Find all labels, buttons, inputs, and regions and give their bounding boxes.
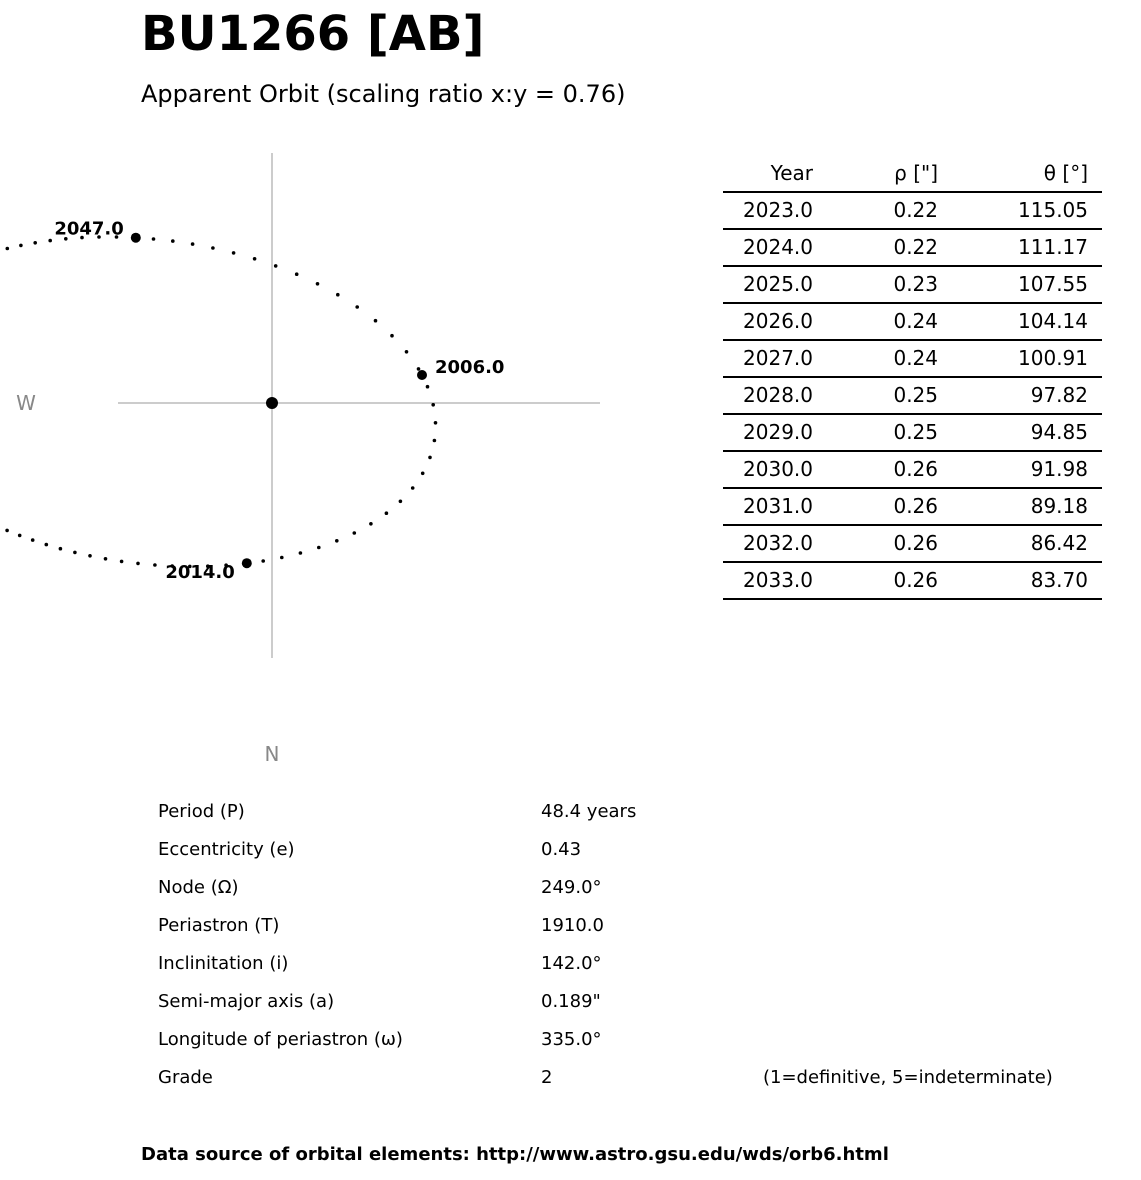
compass-west-label: W <box>16 391 36 415</box>
ephemeris-table-body <box>723 192 1102 599</box>
cell-rho: 0.26 <box>813 451 938 488</box>
column-header-rho: ρ ["] <box>813 156 938 192</box>
cell-theta: 86.42 <box>938 525 1102 562</box>
table-row <box>723 266 1102 303</box>
cell-theta: 111.17 <box>938 229 1102 266</box>
orbit-dot <box>59 547 63 551</box>
orbit-dot <box>431 403 435 407</box>
orbit-dot <box>73 551 77 555</box>
element-label: Grade <box>158 1067 213 1088</box>
cell-rho: 0.23 <box>813 266 938 303</box>
orbit-dot <box>353 531 357 535</box>
orbit-path <box>0 235 437 568</box>
element-label: Period (P) <box>158 801 245 822</box>
orbit-dot <box>421 472 425 476</box>
element-value: 0.189" <box>541 991 601 1012</box>
table-row <box>723 192 1102 229</box>
orbit-dot <box>45 543 49 547</box>
element-value: 2 <box>541 1067 553 1088</box>
cell-rho: 0.24 <box>813 340 938 377</box>
table-row <box>723 377 1102 414</box>
cell-theta: 107.55 <box>938 266 1102 303</box>
table-row <box>723 488 1102 525</box>
cell-rho: 0.26 <box>813 488 938 525</box>
page-title: BU1266 [AB] <box>141 6 485 62</box>
element-label: Longitude of periastron (ω) <box>158 1029 403 1050</box>
orbit-dot <box>48 239 52 243</box>
data-source-footer: Data source of orbital elements: http://www.astro.gsu.edu/wds/orb6.html <box>141 1144 889 1165</box>
element-value: 0.43 <box>541 839 582 860</box>
element-value: 48.4 years <box>541 801 637 822</box>
orbit-dot <box>19 244 23 248</box>
orbit-dot <box>31 538 35 542</box>
table-row <box>723 303 1102 340</box>
cell-theta: 91.98 <box>938 451 1102 488</box>
cell-year: 2032.0 <box>723 525 813 562</box>
epoch-markers <box>0 219 504 584</box>
table-row <box>723 229 1102 266</box>
orbit-dot <box>274 264 278 268</box>
epoch-marker <box>131 233 141 243</box>
orbit-dot <box>211 246 215 250</box>
epoch-marker <box>242 558 252 568</box>
element-note: (1=definitive, 5=indeterminate) <box>763 1067 1053 1088</box>
orbit-dot <box>104 557 108 561</box>
cell-year: 2030.0 <box>723 451 813 488</box>
cell-year: 2024.0 <box>723 229 813 266</box>
table-row <box>723 562 1102 599</box>
cell-rho: 0.22 <box>813 192 938 229</box>
epoch-label: 2047.0 <box>54 218 124 240</box>
orbit-dot <box>18 534 22 538</box>
orbit-dot <box>253 257 257 261</box>
element-value: 1910.0 <box>541 915 604 936</box>
element-label: Node (Ω) <box>158 877 239 898</box>
ephemeris-table <box>723 156 1102 600</box>
orbit-dot <box>405 350 409 354</box>
cell-year: 2025.0 <box>723 266 813 303</box>
orbit-dot <box>399 500 403 504</box>
orbit-dot <box>369 522 373 526</box>
orbit-dot <box>417 367 421 371</box>
orbit-dot <box>335 539 339 543</box>
epoch-label: 2014.0 <box>165 562 235 584</box>
table-row <box>723 414 1102 451</box>
orbit-dot <box>295 272 299 276</box>
cell-theta: 115.05 <box>938 192 1102 229</box>
orbit-dot <box>191 242 195 246</box>
element-value: 142.0° <box>541 953 602 974</box>
orbit-dot <box>152 237 156 241</box>
element-value: 335.0° <box>541 1029 602 1050</box>
orbit-plot <box>0 140 700 780</box>
element-label: Semi-major axis (a) <box>158 991 335 1012</box>
orbit-dot <box>136 562 140 566</box>
cell-rho: 0.26 <box>813 525 938 562</box>
orbit-dot <box>385 511 389 515</box>
element-label: Eccentricity (e) <box>158 839 295 860</box>
cell-year: 2026.0 <box>723 303 813 340</box>
orbit-dot <box>426 385 430 389</box>
table-row <box>723 451 1102 488</box>
cell-theta: 100.91 <box>938 340 1102 377</box>
orbit-dot <box>280 556 284 560</box>
orbit-dot <box>374 319 378 323</box>
orbit-dot <box>411 486 415 490</box>
cell-rho: 0.24 <box>813 303 938 340</box>
cell-year: 2033.0 <box>723 562 813 599</box>
cell-year: 2029.0 <box>723 414 813 451</box>
orbit-dot <box>232 251 236 255</box>
orbit-dot <box>433 439 437 443</box>
orbit-dot <box>153 563 157 567</box>
cell-theta: 94.85 <box>938 414 1102 451</box>
cell-rho: 0.26 <box>813 562 938 599</box>
orbit-dot <box>261 559 265 563</box>
cell-rho: 0.22 <box>813 229 938 266</box>
cell-year: 2031.0 <box>723 488 813 525</box>
orbit-dot <box>120 560 124 564</box>
cell-theta: 97.82 <box>938 377 1102 414</box>
orbit-dot <box>299 551 303 555</box>
epoch-marker <box>417 370 427 380</box>
orbit-dot <box>33 241 37 245</box>
cell-rho: 0.25 <box>813 377 938 414</box>
epoch-label: 2006.0 <box>435 357 505 378</box>
orbit-dot <box>316 282 320 286</box>
orbit-dot <box>171 239 175 243</box>
column-header-theta: θ [°] <box>938 156 1102 192</box>
element-label: Inclinitation (i) <box>158 953 289 974</box>
table-row <box>723 340 1102 377</box>
column-header-year: Year <box>723 156 813 192</box>
primary-star-marker <box>266 397 278 409</box>
cell-year: 2027.0 <box>723 340 813 377</box>
orbit-dot <box>317 546 321 550</box>
orbit-dot <box>434 421 438 425</box>
cell-theta: 104.14 <box>938 303 1102 340</box>
orbit-dot <box>5 529 9 533</box>
orbit-dot <box>336 293 340 297</box>
orbit-dot <box>428 456 432 460</box>
cell-year: 2023.0 <box>723 192 813 229</box>
table-header-row <box>723 156 1102 192</box>
cell-year: 2028.0 <box>723 377 813 414</box>
chart-subtitle: Apparent Orbit (scaling ratio x:y = 0.76) <box>141 80 626 108</box>
cell-rho: 0.25 <box>813 414 938 451</box>
element-value: 249.0° <box>541 877 602 898</box>
orbit-dot <box>88 554 92 558</box>
cell-theta: 83.70 <box>938 562 1102 599</box>
element-label: Periastron (T) <box>158 915 280 936</box>
orbit-dot <box>390 334 394 338</box>
cell-theta: 89.18 <box>938 488 1102 525</box>
table-row <box>723 525 1102 562</box>
orbit-dot <box>355 305 359 309</box>
compass-north-label: N <box>264 742 280 766</box>
orbit-dot <box>6 247 10 251</box>
